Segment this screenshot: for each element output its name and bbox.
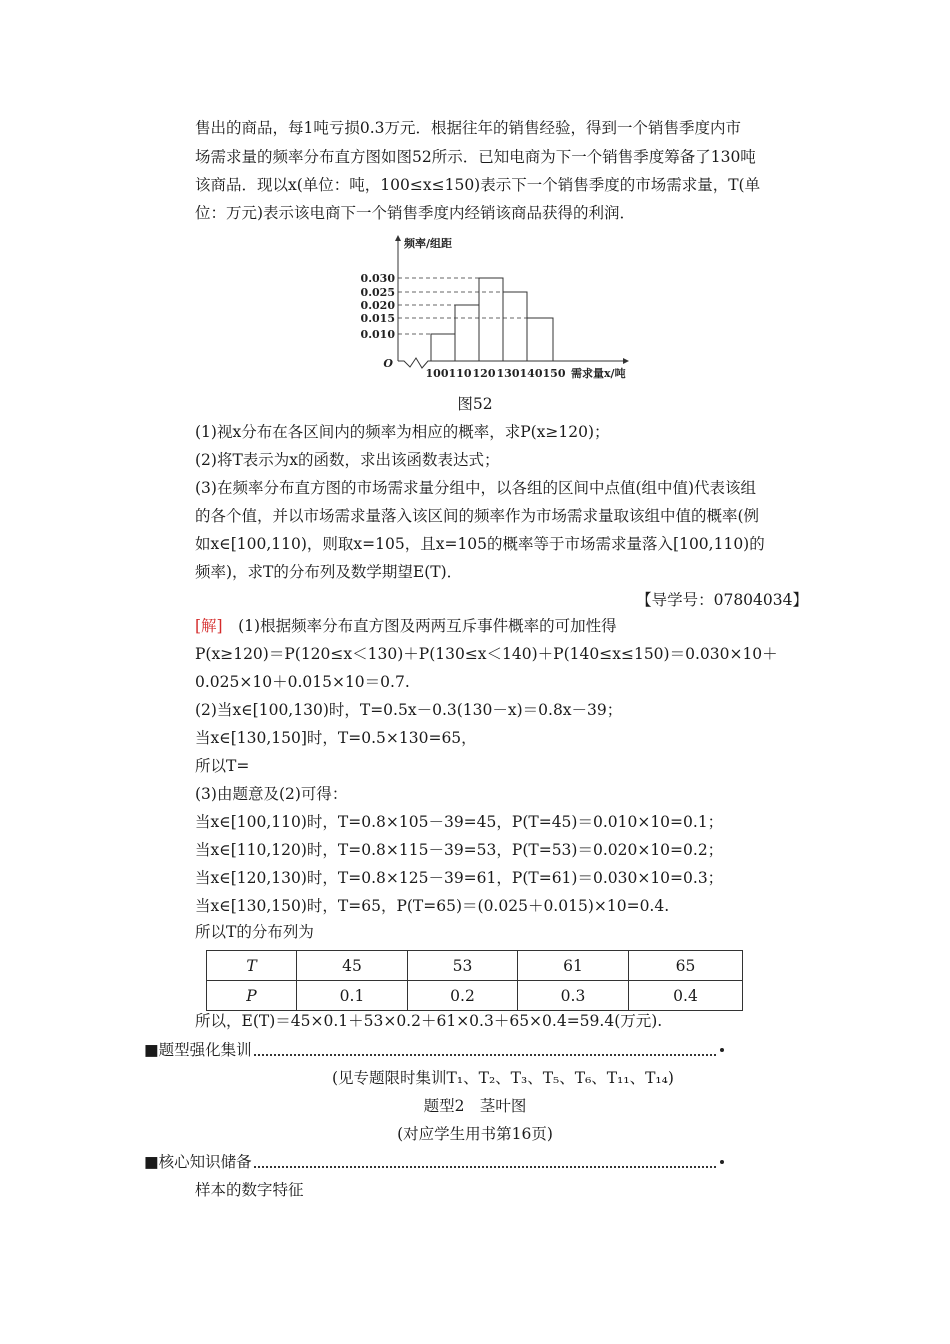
question-3-line-4: 频率)，求T的分布列及数学期望E(T)． <box>195 563 463 581</box>
question-3-line-1: (3)在频率分布直方图的市场需求量分组中，以各组的区间中点值(组中值)代表该组 <box>195 479 757 497</box>
y-axis-label: 频率/组距 <box>404 237 453 250</box>
question-1: (1)视x分布在各区间内的频率为相应的概率，求P(x≥120)； <box>195 423 610 441</box>
intro-line-2: 场需求量的频率分布直方图如图52所示．已知电商为下一个销售季度筹备了130吨 <box>195 148 756 166</box>
bar-140-150 <box>527 318 553 361</box>
end-dot <box>720 1048 724 1052</box>
training-reference: (见专题限时集训T₁、T₂、T₃、T₅、T₆、T₁₁、T₁₄) <box>332 1069 674 1087</box>
distribution-table <box>206 950 743 1011</box>
table-cell: 0.4 <box>629 981 743 1011</box>
solution-line-9: 当x∈[120,130)时，T=0.8×125－39=61，P(T=61)＝0.030×10=0.3； <box>195 869 724 887</box>
table-row-T <box>207 951 743 981</box>
origin-label: O <box>383 357 393 370</box>
table-row-P <box>207 981 743 1011</box>
section-header-training <box>144 1040 724 1060</box>
figure-caption: 图52 <box>457 395 493 413</box>
page-reference: (对应学生用书第16页) <box>397 1125 553 1143</box>
frequency-histogram <box>355 230 645 390</box>
table-cell: 53 <box>408 951 518 981</box>
intro-line-4: 位：万元)表示该电商下一个销售季度内经销该商品获得的利润． <box>195 204 636 222</box>
solution-line-6: (3)由题意及(2)可得： <box>195 785 348 803</box>
solution-conclusion: 所以，E(T)＝45×0.1＋53×0.2＋61×0.3＋65×0.4=59.4(万元). <box>195 1012 663 1030</box>
guide-number: 【导学号：07804034】 <box>636 591 808 609</box>
table-cell: 45 <box>297 951 408 981</box>
bar-110-120 <box>455 305 479 361</box>
x-tick-140: 140 <box>519 367 543 380</box>
solution-line-8: 当x∈[110,120)时，T=0.8×115－39=53，P(T=53)＝0.020×10=0.2； <box>195 841 724 859</box>
question-3-line-3: 如x∈[100,110)，则取x=105，且x=105的概率等于市场需求量落入[100,110)的 <box>195 535 765 553</box>
y-tick-0020: 0.020 <box>360 299 395 312</box>
table-cell: 0.3 <box>518 981 629 1011</box>
subheading: 样本的数字特征 <box>195 1181 304 1199</box>
solution-line-2: 0.025×10＋0.015×10＝0.7. <box>195 673 410 691</box>
bar-100-110 <box>431 334 455 361</box>
question-3-line-2: 的各个值，并以市场需求量落入该区间的频率作为市场需求量取该组中值的概率(例 <box>195 507 760 525</box>
solution-part1-intro: (1)根据频率分布直方图及两两互斥事件概率的可加性得 <box>222 617 617 635</box>
dotted-leader <box>254 1156 716 1168</box>
solution-line-10: 当x∈[130,150)时，T=65，P(T=65)＝(0.025＋0.015)×10=0.4. <box>195 897 670 915</box>
table-cell: 0.2 <box>408 981 518 1011</box>
solution-line-4: 当x∈[130,150]时，T=0.5×130=65， <box>195 729 477 747</box>
y-tick-0030: 0.030 <box>360 272 395 285</box>
solution-line-1: P(x≥120)＝P(120≤x＜130)＋P(130≤x＜140)＋P(140≤x≤150)＝0.030×10＋ <box>195 645 778 663</box>
table-cell: T <box>207 951 297 981</box>
solution-tag: [解] <box>195 617 223 635</box>
histogram-bars <box>431 278 553 361</box>
table-cell: 0.1 <box>297 981 408 1011</box>
end-dot <box>720 1160 724 1164</box>
section-header-core-knowledge <box>144 1152 724 1172</box>
table-cell: P <box>207 981 297 1011</box>
x-tick-100: 100 <box>425 367 449 380</box>
x-tick-110: 110 <box>448 367 472 380</box>
y-tick-0025: 0.025 <box>360 286 395 299</box>
question-2: (2)将T表示为x的函数，求出该函数表达式； <box>195 451 500 469</box>
y-tick-0010: 0.010 <box>360 328 395 341</box>
dotted-leader <box>254 1044 716 1056</box>
intro-line-3: 该商品．现以x(单位：吨，100≤x≤150)表示下一个销售季度的市场需求量，T(单 <box>195 176 761 194</box>
solution-line-7: 当x∈[100,110)时，T=0.8×105－39=45，P(T=45)＝0.010×10=0.1； <box>195 813 724 831</box>
x-tick-120: 120 <box>472 367 496 380</box>
bar-130-140 <box>503 292 527 361</box>
intro-line-1: 售出的商品，每1吨亏损0.3万元．根据往年的销售经验，得到一个销售季度内市 <box>195 119 742 137</box>
x-tick-150: 150 <box>542 367 566 380</box>
table-cell: 65 <box>629 951 743 981</box>
solution-line-11: 所以T的分布列为 <box>195 923 314 941</box>
y-tick-0015: 0.015 <box>360 312 395 325</box>
section-label: ■核心知识储备 <box>144 1153 252 1171</box>
bar-120-130 <box>479 278 503 361</box>
solution-line-3: (2)当x∈[100,130)时，T=0.5x－0.3(130－x)＝0.8x－39； <box>195 701 623 719</box>
solution-line-5: 所以T= <box>195 757 250 775</box>
topic-title: 题型2 茎叶图 <box>423 1097 527 1115</box>
table-cell: 61 <box>518 951 629 981</box>
section-label: ■题型强化集训 <box>144 1041 252 1059</box>
x-axis-label: 需求量x/吨 <box>571 367 626 380</box>
x-tick-130: 130 <box>496 367 520 380</box>
solution-first-line <box>195 616 617 636</box>
dashed-guides <box>398 278 527 334</box>
